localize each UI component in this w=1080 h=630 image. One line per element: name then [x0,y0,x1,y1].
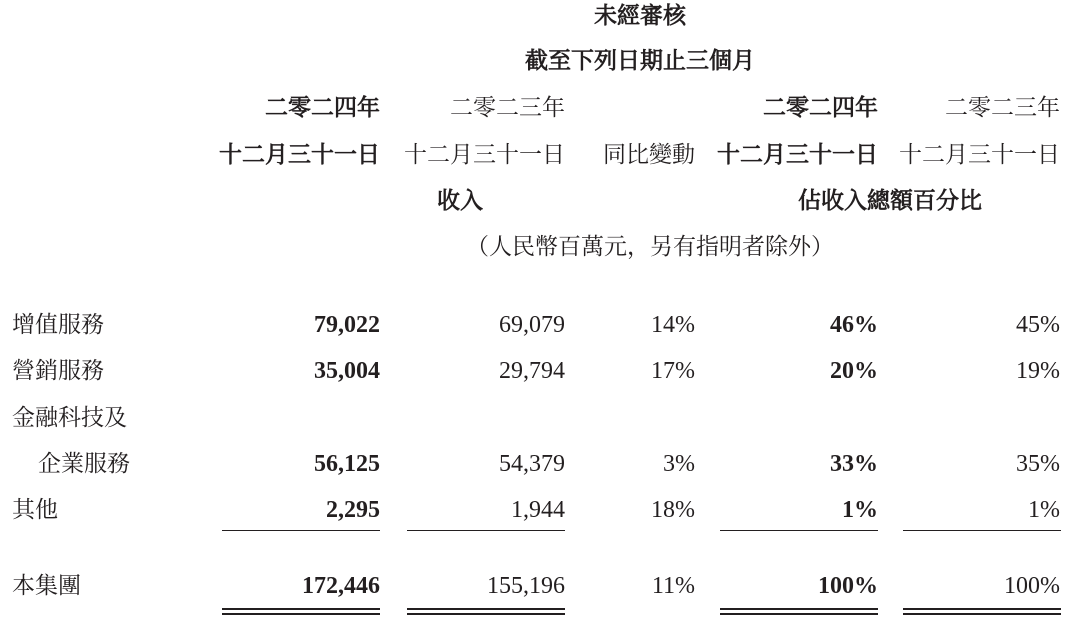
col-2024-year: 二零二四年 [265,94,380,121]
rev-2023-cell: 69,079 [499,312,565,338]
total-pct-2023: 100% [1004,573,1060,599]
row-label: 金融科技及 [12,405,127,431]
unaudited-heading: 未經審核 [594,2,686,29]
total-double-rule [903,608,1061,615]
col-2024-date-pct: 十二月三十一日 [717,141,878,168]
rev-2023-cell: 54,379 [499,451,565,477]
total-rev-2024: 172,446 [302,573,380,599]
total-double-rule [720,608,878,615]
rev-2024-cell: 2,295 [326,497,380,523]
pct-2024-cell: 20% [830,358,878,384]
total-pct-2024: 100% [818,573,878,599]
revenue-heading: 收入 [437,187,483,214]
row-label: 營銷服務 [12,358,104,384]
pct-2023-cell: 35% [1016,451,1060,477]
total-rev-2023: 155,196 [487,573,565,599]
col-2024-year-pct: 二零二四年 [763,94,878,121]
total-double-rule [222,608,380,615]
row-label: 增值服務 [12,312,104,338]
yoy-cell: 3% [663,451,695,477]
pct-2023-cell: 19% [1016,358,1060,384]
row-label-continued: 企業服務 [38,451,130,477]
rev-2024-cell: 79,022 [314,312,380,338]
col-2024-date: 十二月三十一日 [219,141,380,168]
yoy-cell: 18% [651,497,695,523]
rev-2024-cell: 35,004 [314,358,380,384]
total-double-rule [407,608,565,615]
subtotal-rule [407,530,565,531]
rev-2023-cell: 1,944 [511,497,565,523]
yoy-cell: 14% [651,312,695,338]
col-2023-date: 十二月三十一日 [404,142,565,168]
subtotal-rule [720,530,878,531]
pct-2023-cell: 1% [1028,497,1060,523]
pct-2024-cell: 33% [830,451,878,477]
rev-2024-cell: 56,125 [314,451,380,477]
total-yoy: 11% [651,573,695,599]
col-2023-year-pct: 二零二三年 [945,95,1060,121]
pct-2023-cell: 45% [1016,312,1060,338]
row-label: 其他 [12,497,58,523]
pct-2024-cell: 46% [830,312,878,338]
col-2023-year: 二零二三年 [450,95,565,121]
col-2023-date-pct: 十二月三十一日 [899,142,1060,168]
yoy-cell: 17% [651,358,695,384]
pct-2024-cell: 1% [842,497,878,523]
rev-2023-cell: 29,794 [499,358,565,384]
pct-of-total-heading: 佔收入總額百分比 [798,187,982,214]
unit-note: （人民幣百萬元，另有指明者除外） [466,234,834,260]
subtotal-rule [903,530,1061,531]
total-label: 本集團 [12,573,81,599]
period-heading: 截至下列日期止三個月 [525,47,755,74]
col-yoy: 同比變動 [603,142,695,168]
subtotal-rule [222,530,380,531]
